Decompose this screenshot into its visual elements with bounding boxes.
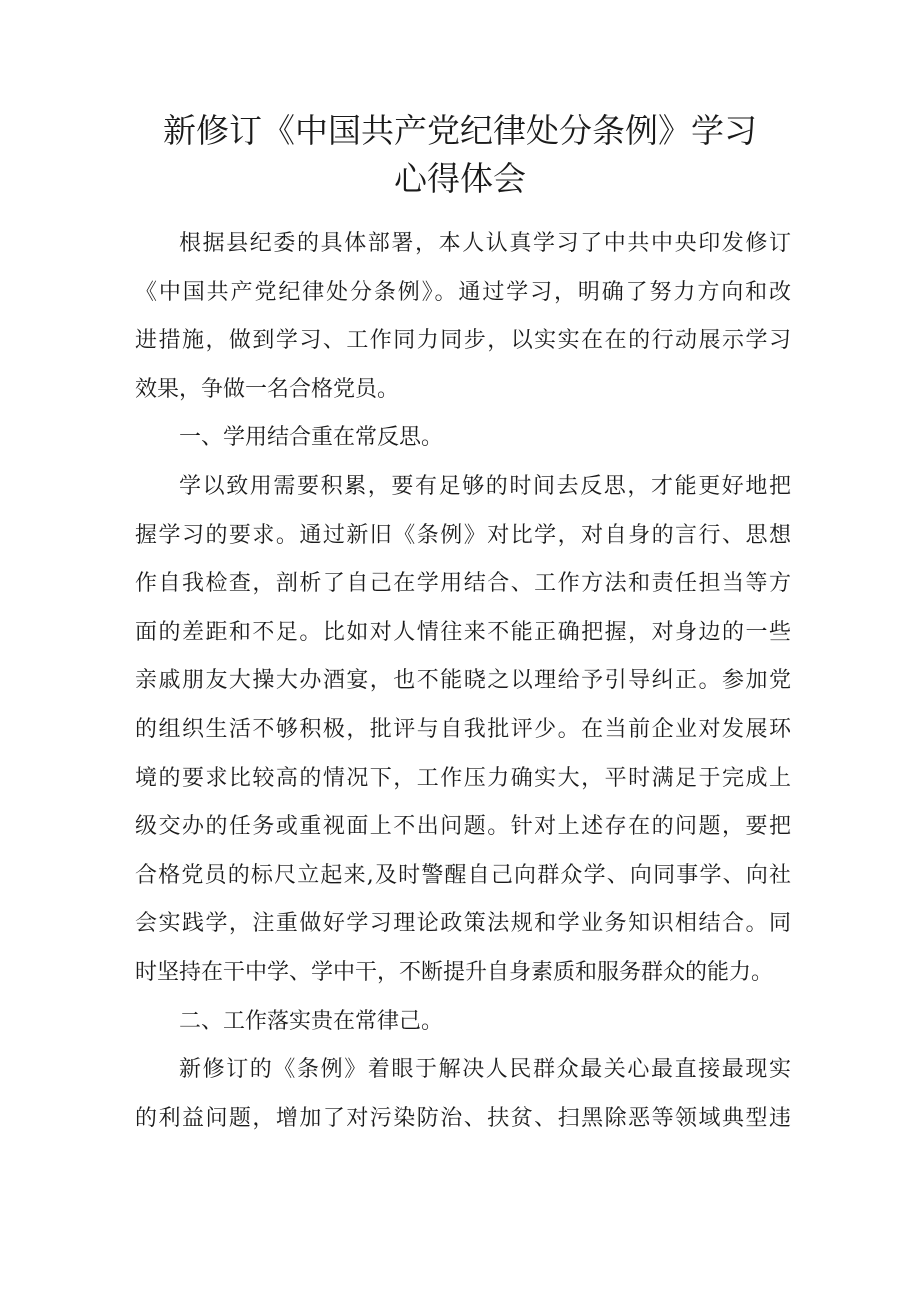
intro-line: 根据县纪委的具体部署，本人认真学习了中共中央印发修订 <box>179 231 791 256</box>
section1-line: 握学习的要求。通过新旧《条例》对比学，对自身的言行、思想 <box>135 522 791 548</box>
section1-line: 面的差距和不足。比如对人情往来不能正确把握，对身边的一些 <box>135 619 791 645</box>
section-heading-1: 一、学用结合重在常反思。 <box>179 425 444 451</box>
section1-line: 会实践学，注重做好学习理论政策法规和学业务知识相结合。同 <box>135 911 791 937</box>
document-body <box>135 220 791 1143</box>
section-heading-2: 二、工作落实贵在常律己。 <box>179 1008 444 1034</box>
section2-line: 新修订的《条例》着眼于解决人民群众最关心最直接最现实 <box>179 1057 791 1083</box>
section1-line: 的组织生活不够积极，批评与自我批评少。在当前企业对发展环 <box>135 716 791 742</box>
intro-line: 效果，争做一名合格党员。 <box>135 376 400 402</box>
intro-line: 《中国共产党纪律处分条例》。通过学习，明确了努力方向和改 <box>135 279 791 305</box>
section1-line: 合格党员的标尺立起来,及时警醒自己向群众学、向同事学、向社 <box>135 862 791 888</box>
intro-line: 进措施，做到学习、工作同力同步，以实实在在的行动展示学习 <box>135 328 791 354</box>
document-title-line-2: 心得体会 <box>394 159 526 198</box>
section1-line: 级交办的任务或重视面上不出问题。针对上述存在的问题，要把 <box>135 814 791 840</box>
document-title-line-1: 新修订《中国共产党纪律处分条例》学习 <box>163 111 757 150</box>
section1-line: 作自我检查，剖析了自己在学用结合、工作方法和责任担当等方 <box>135 571 791 597</box>
section1-line: 亲戚朋友大操大办酒宴，也不能晓之以理给予引导纠正。参加党 <box>135 668 791 694</box>
section1-line: 境的要求比较高的情况下，工作压力确实大，平时满足于完成上 <box>135 765 791 791</box>
section1-line: 时坚持在干中学、学中干，不断提升自身素质和服务群众的能力。 <box>135 959 774 985</box>
section1-line: 学以致用需要积累，要有足够的时间去反思，才能更好地把 <box>179 473 791 499</box>
section2-line: 的利益问题，增加了对污染防治、扶贫、扫黑除恶等领域典型违 <box>135 1105 791 1131</box>
